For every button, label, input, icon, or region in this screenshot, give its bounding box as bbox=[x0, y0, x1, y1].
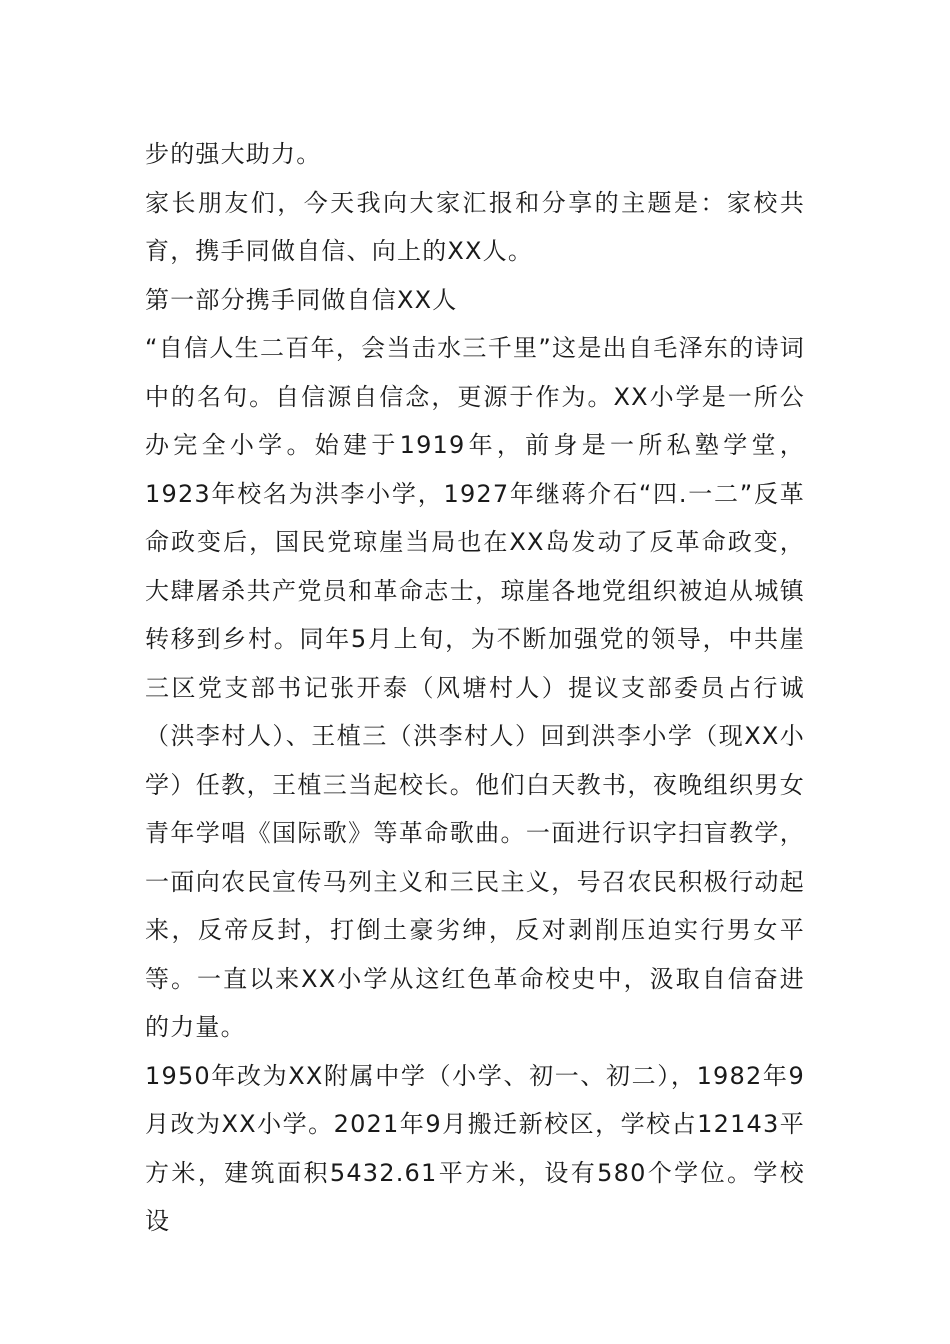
paragraph-continuation: 步的强大助力。 bbox=[145, 140, 322, 168]
paragraph-history: “自信人生二百年，会当击水三千里”这是出自毛泽东的诗词中的名句。自信源自信念，更源于作为。XX小学是一所公办完全小学。始建于1919年，前身是一所私塾学堂，1923年校名为洪李小学，1927年继蒋介石“四.一二”反革命政变后，国民党琼崖当局也在XX岛发动了反革命政变，大肆屠杀共产党员和革命志士，琼崖各地党组织被迫从城镇转移到乡村。同年5月上旬，为不断加强党的领导，中共崖三区党支部书记张开泰（风塘村人）提议支部委员占行诚（洪李村人）、王植三（洪李村人）回到洪李小学（现XX小学）任教，王植三当起校长。他们白天教书，夜晚组织男女青年学唱《国际歌》等革命歌曲。一面进行识字扫盲教学，一面向农民宣传马列主义和三民主义，号召农民积极行动起来，反帝反封，打倒土豪劣绅，反对剥削压迫实行男女平等。一直以来XX小学从这红色革命校史中，汲取自信奋进的力量。 bbox=[145, 334, 805, 1041]
paragraph-theme: 家长朋友们，今天我向大家汇报和分享的主题是：家校共育，携手同做自信、向上的XX人。 bbox=[145, 188, 805, 265]
section-heading: 第一部分携手同做自信XX人 bbox=[145, 285, 458, 314]
paragraph-campus: 1950年改为XX附属中学（小学、初一、初二），1982年9月改为XX小学。2021年9月搬迁新校区，学校占12143平方米，建筑面积5432.61平方米，设有580个学位。学校设 bbox=[145, 1061, 805, 1235]
